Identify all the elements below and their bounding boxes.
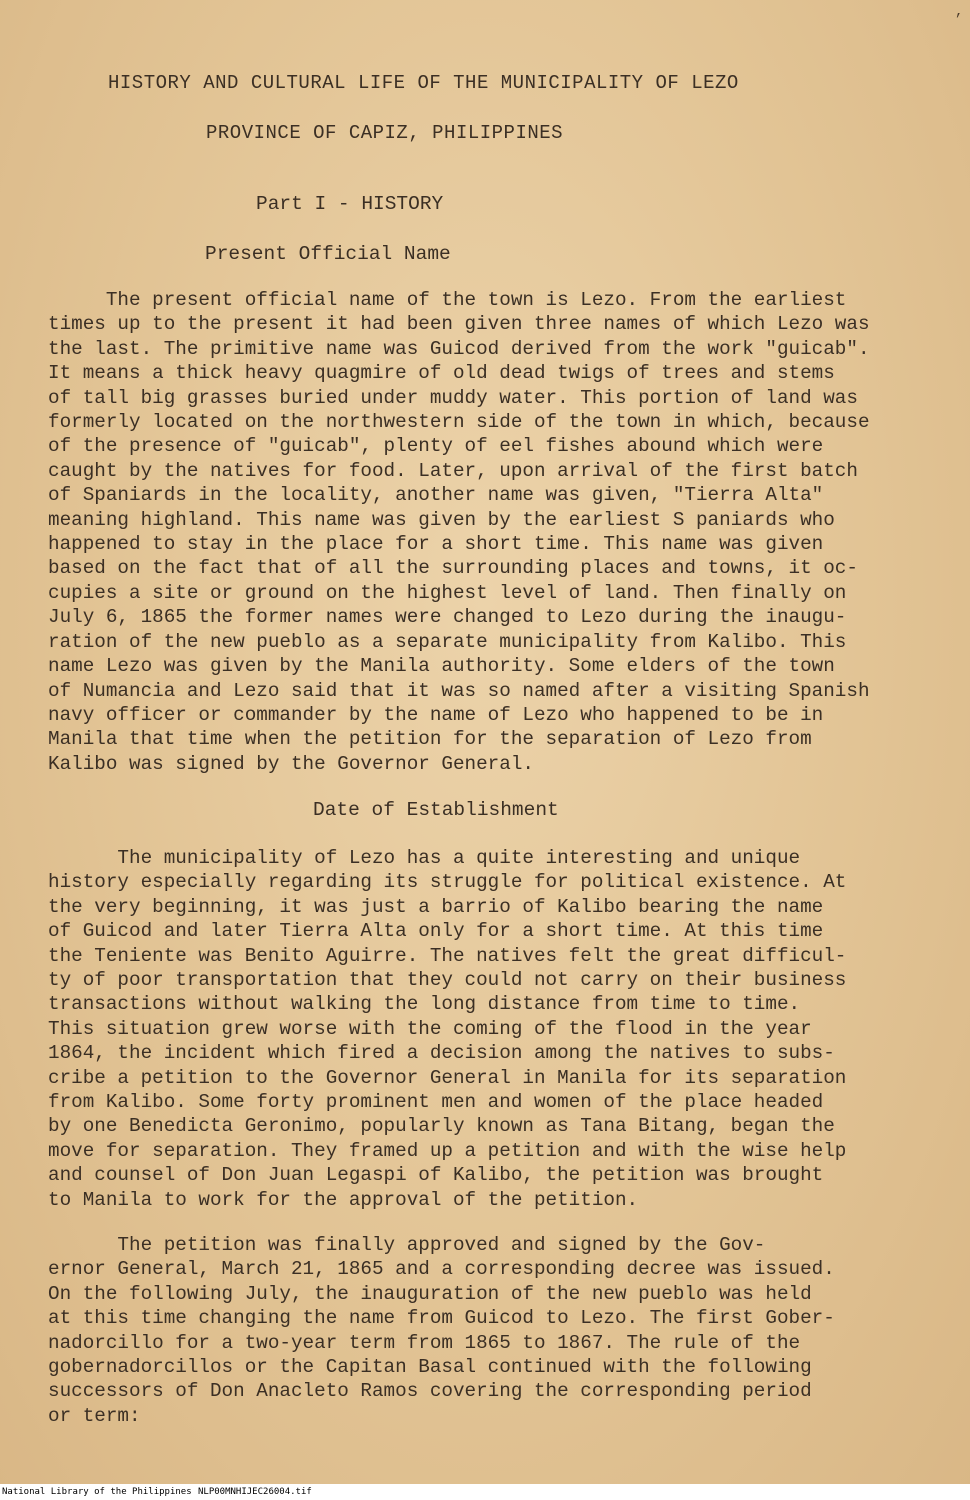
paper-mark: , [955, 4, 964, 20]
footer-library-label: National Library of the Philippines [2, 1487, 192, 1497]
text-line: happened to stay in the place for a short time. This name was given [48, 533, 824, 556]
text-line: of the presence of "guicab", plenty of eel fishes abound which were [48, 435, 824, 458]
text-line: Kalibo was signed by the Governor General. [48, 752, 534, 775]
text-line: It means a thick heavy quagmire of old dead twigs of trees and stems [48, 362, 835, 385]
footer-filename: NLP00MNHIJEC26004.tif [198, 1487, 312, 1497]
text-line: cribe a petition to the Governor General in Manila for its separation [48, 1066, 847, 1089]
text-line: 1864, the incident which fired a decision among the natives to subs- [48, 1042, 835, 1065]
text-line: formerly located on the northwestern side of the town in which, because [48, 411, 870, 434]
text-line: cupies a site or ground on the highest level of land. Then finally on [48, 581, 847, 604]
text-line: and counsel of Don Juan Legaspi of Kalibo, the petition was brought [48, 1164, 824, 1187]
paragraph-petition-approval [48, 1233, 948, 1428]
text-line: The present official name of the town is Lezo. From the earliest [48, 289, 847, 311]
section-heading-official-name: Present Official Name [205, 243, 451, 265]
text-line: the last. The primitive name was Guicod derived from the work "guicab". [48, 337, 870, 360]
text-line: This situation grew worse with the coming of the flood in the year [48, 1017, 812, 1040]
part-heading: Part I - HISTORY [256, 193, 444, 215]
text-line: history especially regarding its struggle for political existence. At [48, 871, 847, 894]
text-line: On the following July, the inauguration of the new pueblo was held [48, 1282, 812, 1305]
paragraph-date-of-establishment [48, 846, 948, 1212]
text-line: caught by the natives for food. Later, upon arrival of the first batch [48, 459, 858, 482]
text-line: gobernadorcillos or the Capitan Basal continued with the following [48, 1356, 812, 1379]
text-line: The petition was finally approved and signed by the Gov- [48, 1234, 766, 1256]
text-line: of Numancia and Lezo said that it was so named after a visiting Spanish [48, 679, 870, 702]
text-line: by one Benedicta Geronimo, popularly known as Tana Bitang, began the [48, 1115, 835, 1138]
text-line: at this time changing the name from Guicod to Lezo. The first Gober- [48, 1307, 835, 1330]
text-line: July 6, 1865 the former names were changed to Lezo during the inaugu- [48, 606, 847, 629]
document-title: HISTORY AND CULTURAL LIFE OF THE MUNICIPALITY OF LEZO [108, 72, 739, 94]
text-line: the very beginning, it was just a barrio of Kalibo bearing the name [48, 895, 824, 918]
text-line: ernor General, March 21, 1865 and a corresponding decree was issued. [48, 1258, 835, 1281]
text-line: to Manila to work for the approval of the petition. [48, 1188, 639, 1211]
text-line: successors of Don Anacleto Ramos covering the corresponding period [48, 1380, 812, 1403]
text-line: of Guicod and later Tierra Alta only for a short time. At this time [48, 920, 824, 943]
text-line: move for separation. They framed up a petition and with the wise help [48, 1139, 847, 1162]
text-line: of tall big grasses buried under muddy water. This portion of land was [48, 386, 858, 409]
text-line: navy officer or commander by the name of Lezo who happened to be in [48, 703, 824, 726]
text-line: ration of the new pueblo as a separate municipality from Kalibo. This [48, 630, 847, 653]
scan-footer [0, 1484, 970, 1500]
text-line: the Teniente was Benito Aguirre. The natives felt the great difficul- [48, 944, 847, 967]
section-heading-date-of-establishment: Date of Establishment [313, 799, 559, 821]
text-line: based on the fact that of all the surrounding places and towns, it oc- [48, 557, 858, 580]
text-line: The municipality of Lezo has a quite interesting and unique [48, 847, 801, 869]
paragraph-official-name [48, 288, 948, 776]
document-subtitle: PROVINCE OF CAPIZ, PHILIPPINES [206, 122, 564, 144]
text-line: of Spaniards in the locality, another name was given, "Tierra Alta" [48, 484, 824, 507]
text-line: from Kalibo. Some forty prominent men and women of the place headed [48, 1091, 824, 1114]
text-line: name Lezo was given by the Manila authority. Some elders of the town [48, 655, 835, 678]
text-line: or term: [48, 1404, 141, 1427]
text-line: meaning highland. This name was given by the earliest S paniards who [48, 508, 835, 531]
text-line: transactions without walking the long distance from time to time. [48, 993, 801, 1016]
text-line: Manila that time when the petition for the separation of Lezo from [48, 728, 812, 751]
text-line: times up to the present it had been given three names of which Lezo was [48, 313, 870, 336]
text-line: ty of poor transportation that they could not carry on their business [48, 969, 847, 992]
text-line: nadorcillo for a two-year term from 1865 to 1867. The rule of the [48, 1331, 801, 1354]
